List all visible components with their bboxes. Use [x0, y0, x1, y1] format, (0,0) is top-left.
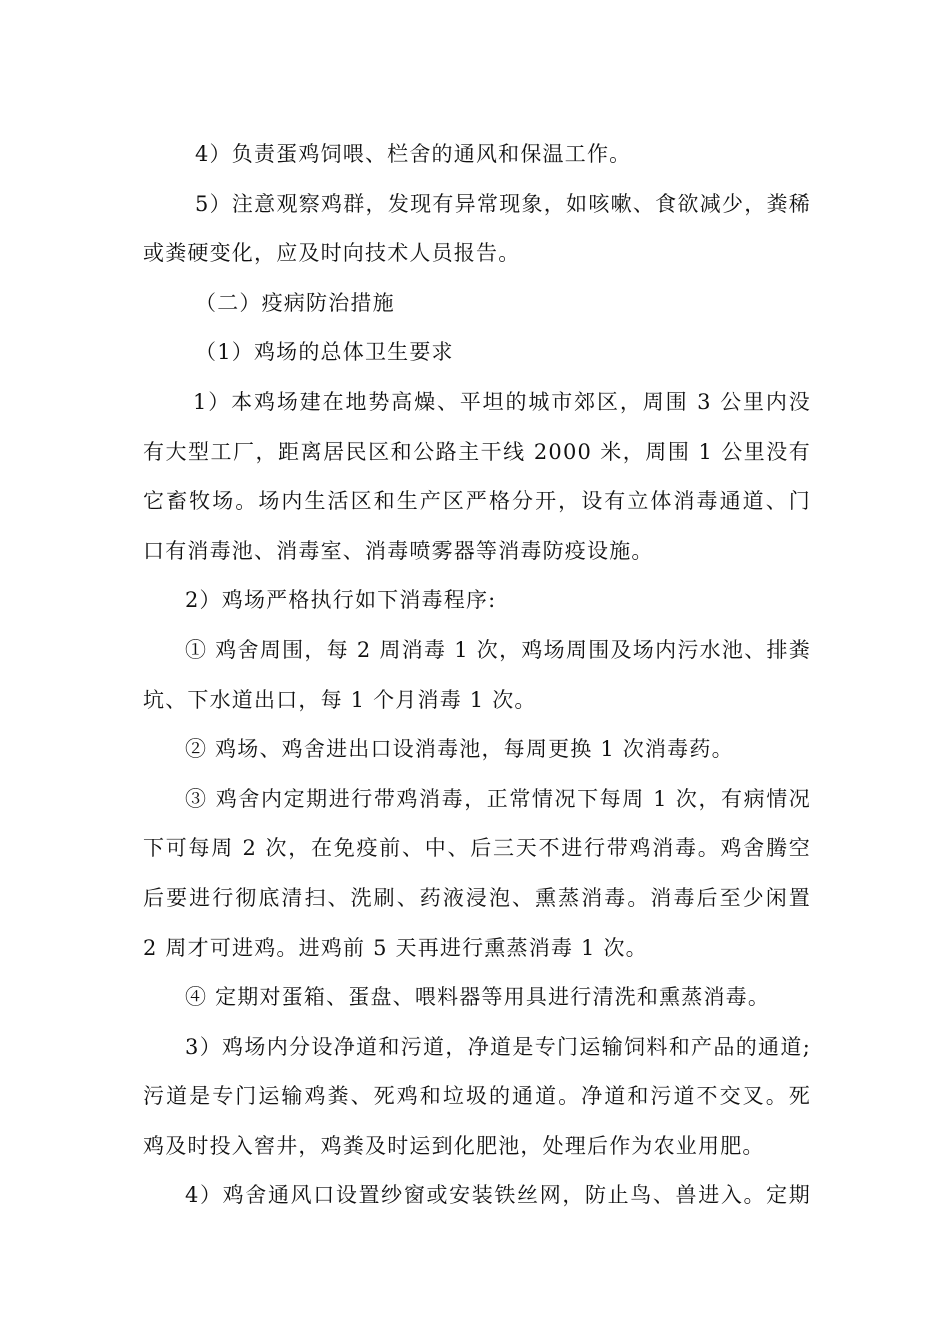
- paragraph-line: 它畜牧场。场内生活区和生产区严格分开，设有立体消毒通道、门: [143, 489, 811, 514]
- paragraph-line: 1）本鸡场建在地势高燥、平坦的城市郊区，周围 3 公里内没: [193, 389, 811, 414]
- paragraph-line: 2）鸡场严格执行如下消毒程序:: [185, 588, 497, 613]
- paragraph-line: 污道是专门运输鸡粪、死鸡和垃圾的通道。净道和污道不交叉。死: [143, 1084, 811, 1109]
- paragraph-line: 4）负责蛋鸡饲喂、栏舍的通风和保温工作。: [195, 142, 632, 166]
- paragraph-line: ② 鸡场、鸡舍进出口设消毒池，每周更换 1 次消毒药。: [185, 737, 734, 762]
- paragraph-line: 2 周才可进鸡。进鸡前 5 天再进行熏蒸消毒 1 次。: [143, 935, 648, 960]
- paragraph-line: 坑、下水道出口，每 1 个月消毒 1 次。: [143, 687, 537, 712]
- paragraph-line: 后要进行彻底清扫、洗刷、药液浸泡、熏蒸消毒。消毒后至少闲置: [143, 885, 811, 910]
- paragraph-line: 有大型工厂，距离居民区和公路主干线 2000 米，周围 1 公里没有: [143, 439, 811, 464]
- paragraph-line: 下可每周 2 次，在免疫前、中、后三天不进行带鸡消毒。鸡舍腾空: [143, 836, 811, 861]
- paragraph-line: 5）注意观察鸡群，发现有异常现象，如咳嗽、食欲减少，粪稀: [195, 191, 811, 216]
- paragraph-line: 口有消毒池、消毒室、消毒喷雾器等消毒防疫设施。: [143, 538, 654, 563]
- paragraph-line: 3）鸡场内分设净道和污道，净道是专门运输饲料和产品的通道;: [185, 1034, 811, 1059]
- paragraph-line: 鸡及时投入窖井，鸡粪及时运到化肥池，处理后作为农业用肥。: [143, 1133, 765, 1158]
- paragraph-line: ① 鸡舍周围，每 2 周消毒 1 次，鸡场周围及场内污水池、排粪: [185, 637, 811, 662]
- subsection-heading: （1）鸡场的总体卫生要求: [195, 340, 454, 365]
- paragraph-line: 4）鸡舍通风口设置纱窗或安装铁丝网，防止鸟、兽进入。定期: [185, 1183, 811, 1208]
- paragraph-line: ③ 鸡舍内定期进行带鸡消毒，正常情况下每周 1 次，有病情况: [185, 786, 811, 811]
- section-heading: （二）疫病防治措施: [195, 290, 395, 315]
- paragraph-line: ④ 定期对蛋箱、蛋盘、喂料器等用具进行清洗和熏蒸消毒。: [185, 985, 771, 1010]
- paragraph-line: 或粪硬变化，应及时向技术人员报告。: [143, 241, 521, 266]
- document-body: [143, 130, 811, 1221]
